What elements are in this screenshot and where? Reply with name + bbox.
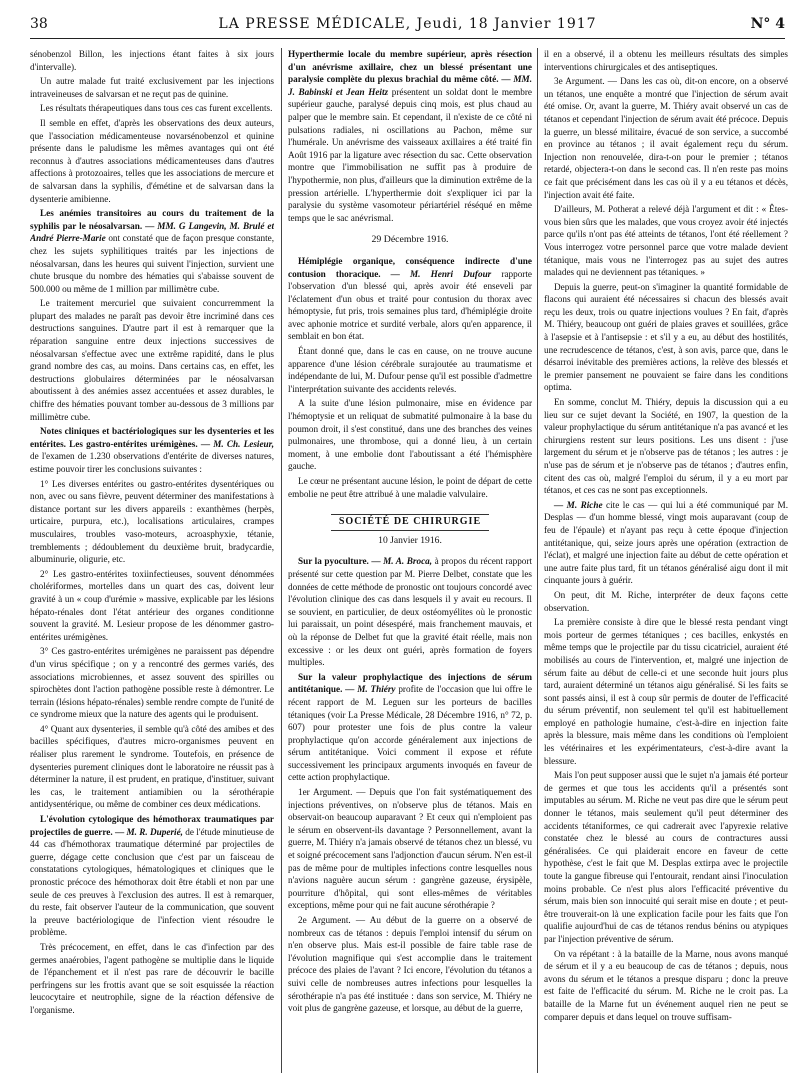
paragraph: Il semble en effet, d'après les observations des deux auteurs, que l'association médicamenteuse novarsénobenzol et quinine présente dans le paludisme les mêmes avantages qui ont été reconnus à d'autres associations médicamenteuses dans d'autres affections à protozoaires, telles que les associations de mercure et de salvarsan dans la syphilis, d'émétine et de salvarsan dans la dysenterie amibienne. — [30, 117, 274, 204]
section-text: profite de l'occasion que lui offre le récent rapport de M. Leguen sur les porteurs de bacilles tétaniques (voir La Presse Médicale, 28 Décembre 1916, n° 72, p. 607) pour protester une fois de plus contre la valeur prophylactique qu'on accorde généralement aux injections de sérum antitétanique. Voici comment il expose et réfute successivement les principaux arguments invoqués en faveur de cette action prophylactique. — [288, 684, 532, 783]
paragraph: il en a observé, il a obtenu les meilleurs résultats des simples interventions chirurgicales et des antiseptiques. — [544, 49, 788, 72]
session-date: 29 Décembre 1916. — [371, 234, 449, 246]
paragraph: En somme, conclut M. Thiéry, depuis la discussion qui a eu lieu sur ce sujet devant la Société, en 1907, la question de la valeur prophylactique du sérum antitétanique n'a pas avancé et les chirurgiens restent sur leurs positions. Les uns disent : j'use largement du sérum et je n'observe pas de tétanos ; les autres : je n'use pas de sérum et je n'observe pas de tétanos ; d'autres enfin, citent des cas où, malgré l'emploi du sérum, il y a eu mort par tétanos, et ces cas ne sont pas exceptionnels. — [544, 397, 788, 496]
section-heading: Sur la valeur prophylactique des injections de sérum antitétanique. — — [288, 671, 532, 695]
section-dysenteries — [30, 425, 274, 475]
paragraph: sénobenzol Billon, les injections étant faites à six jours d'intervalle). — [30, 49, 274, 72]
section-text: à propos du récent rapport présenté sur cette question par M. Pierre Delbet, constate que les données de cette méthode de pronostic ont toujours concordé avec l'évolution clinique des cas dans lesquels il y avait eu recours. Il se souvient, en particulier, de deux ostéomyélites où le pronostic lui paraissait, un point désespéré, mais franchement mauvais, et où la réponse de Delbet fut que la gravité était réelle, mais non excessive : or les deux ont guéri, après formation de foyers multiples. — [288, 556, 532, 668]
society-date: 10 Janvier 1916. — [378, 534, 442, 546]
conclusion-item: 2° Les gastro-entérites toxiinfectieuses, souvent dénommées cholériformes, mortelles dans un quart des cas, doivent leur gravité à un « coup d'urémie » massive, explicable par les lésions hépato-rénales dont l'état antérieur des organes conditionne souvent la gravité. M. Lesieur propose de les dénommer gastro-entérites urémigènes. — [30, 568, 274, 642]
article-columns — [30, 48, 790, 1073]
issue-number: N° 4 — [750, 16, 785, 32]
section-authors: M. A. Broca, — [383, 556, 433, 567]
conclusion-item: 3° Ces gastro-entérites urémigènes ne paraissent pas dépendre d'un virus spécifique ; on y a rencontré des germes variés, des associations microbiennes, et assez souvent des spirilles ou spirochètes dont l'action pathogène possible reste à démontrer. Le terrain (lésions hépato-rénales) semble rendre compte de l'unité de ce syndrome mieux que la nature des agents qui le produisent. — [30, 646, 274, 720]
society-heading: SOCIÉTÉ DE CHIRURGIE — [331, 514, 489, 531]
argument-paragraph: 3e Argument. — Dans les cas où, dit-on encore, on a observé un tétanos, une enquête a montré que l'injection de sérum avait été omise. Or, avant la guerre, M. Thiéry avait observé un cas de tétanos et cependant l'injection de sérum avait été précoce. Depuis la guerre, un blessé militaire, évacué de son service, a succombé en province au tétanos ; il avait également reçu du sérum. Injection non renouvelée, dira-t-on pour le premier ; tétanos retardé, objectera-t-on dans le second cas. Il n'en reste pas moins ce fait que précisément dans les cas où il y a eu tétanos et décès, l'injection avait été faite. — [544, 76, 788, 200]
section-heading: Hémiplégie organique, conséquence indirecte d'une contusion thoracique. — — [288, 255, 532, 279]
paragraph: A la suite d'une lésion pulmonaire, mise en évidence par l'hémoptysie et un reliquat de submatité pulmonaire à la base du poumon droit, il s'est constitué, dans une des branches des veines pulmonaires, une thrombose, qui a donné lieu, à un certain moment, à une embolie dont l'aboutissant a été l'hémisphère gauche. — [288, 398, 532, 472]
conclusion-item: 4° Quant aux dysenteries, il semble qu'à côté des amibes et des bacilles spécifiques, d'autres micro-organismes peuvent en réaliser plus rarement le syndrome. Toutefois, en présence de dysenteries purement cliniques dont le laboratoire ne réussit pas à déterminer la nature, il est prudent, en pratique, d'instituer, suivant les cas, le traitement antiamibien ou la sérothérapie antidysentérique, ou même de combiner ces deux médications. — [30, 723, 274, 810]
section-text: de l'examen de 1.230 observations d'entérite de diverses natures, estime pouvoir tirer les conclusions suivantes : — [30, 451, 274, 474]
paragraph: On va répétant : à la bataille de la Marne, nous avons manqué de sérum et il y a eu beaucoup de cas de tétanos ; depuis, nous avons du sérum et le tétanos a presque disparu ; donc la preuve est faite de l'efficacité du sérum. M. Riche ne le croit pas. La bataille de la Marne fut un événement auquel rien ne peut se comparer depuis et dans lequel on trouve suffisam- — [544, 948, 788, 1022]
argument-paragraph: 1er Argument. — Depuis que l'on fait systématiquement des injections préventives, on n'observe plus de tétanos. Mais en observait-on beaucoup auparavant ? Et ceux qui n'emploient pas le sérum en observent-ils davantage ? Personnellement, avant la guerre, M. Thiéry n'a jamais observé de tétanos chez un blessé, vu et soigné précocement sans l'adjonction d'aucun sérum. N'en est-il pas de même pour de multiples infections contre lesquelles nous n'avions naguère aucun sérum : gangrène gazeuse, érysipèle, pourriture d'hôpital, qui sont elles-mêmes de véritables exceptions, même pour qui ne fait aucune sérothérapie ? — [288, 787, 532, 911]
section-text: ont constaté que de façon presque constante, chez les sujets syphilitiques traités par les injections de néosalvarsan, dans les heures qui suivent l'injection, survient une chute brusque du nombre des hématies qui s'abaisse souvent de 500.000 ou même de 1 million par millimètre cube. — [30, 233, 274, 294]
paragraph: Un autre malade fut traité exclusivement par les injections intraveineuses de salvarsan et ne reçut pas de quinine. — [30, 76, 274, 99]
column-2 — [288, 48, 532, 1073]
section-heading: L'évolution cytologique des hémothorax traumatiques par projectiles de guerre. — — [30, 814, 274, 837]
society-heading-wrap — [288, 514, 532, 531]
section-text: rapporte l'observation d'un blessé qui, après avoir été enseveli par l'éclatement d'un obus et traité pour contusion du thorax avec hémoptysie, fut pris, trois semaines plus tard, d'hémiplégie droite avec aphonie motrice et surdité verbale, alors qu'en apparence, il semblait en bon état. — [288, 268, 532, 342]
journal-title: LA PRESSE MÉDICALE, Jeudi, 18 Janvier 1917 — [218, 16, 597, 32]
section-heading: Hyperthermie locale du membre supérieur, après résection d'un anévrisme axillaire, chez un blessé présentant une paralysie complète du plexus brachial du même côté. — — [288, 49, 532, 85]
section-hemothorax — [30, 813, 274, 939]
paragraph: Le traitement mercuriel que suivaient concurremment la plupart des malades ne paraît pas devoir être incriminé dans ces destructions sanguines. D'autre part il est à remarquer que la réparation sanguine entre deux injections successives de néosalvarsan s'effectue avec une extrême rapidité, dans le plus grand nombre des cas, au moins. Dans certains cas, en effet, les destructions globulaires déterminées par le néosalvarsan aboutissent à des anémies assez accentuées et assez durables, le chiffre des hématies pouvant tomber au-dessous de 3 millions par millimètre cube. — [30, 298, 274, 422]
section-authors: M. R. Duperié, — [126, 826, 183, 837]
column-rule — [537, 48, 538, 1073]
section-hyperthermie — [288, 48, 532, 224]
section-serum — [288, 671, 532, 784]
paragraph: Les résultats thérapeutiques dans tous ces cas furent excellents. — [40, 103, 273, 114]
paragraph: D'ailleurs, M. Potherat a relevé déjà l'argument et dit : « Êtes-vous bien sûrs que les malades, que vous croyez avoir été injectés parce qu'ils n'ont pas été atteints de tétanos, l'ont été réellement ? Vous interrogez votre personnel parce que votre malade devient tétanique, mais vous ne l'interrogez pas au sujet des autres malades qui ne deviennent pas tétaniques. » — [544, 204, 788, 278]
column-1 — [30, 48, 274, 1073]
paragraph: Mais l'on peut supposer aussi que le sujet n'a jamais été porteur de germes et que tous les accidents qu'il a présentés sont imputables au sérum. M. Riche ne veut pas dire que le sérum peut donner le tétanos, mais seulement qu'il peut déterminer des accidents tétaniformes, ce qui cadrerait avec l'apyrexie relative constatée chez le blessé au cours de contractures aussi généralisées. Ce qui plaiderait encore en faveur de cette hypothèse, c'est le fait que M. Desplas extirpa avec le projectile toute la gangue fibreuse qui l'entourait, rendant ainsi l'inoculation moins probable. Ce n'est plus alors l'efficacité préventive du sérum, mais bien son innocuité qui serait mise en doute ; et peut-être trouverait-on là une explication facile pour les faits que l'on qualifie aujourd'hui de cas de tétanos rendus bénins ou atypiques par l'injection préventive de sérum. — [544, 770, 788, 944]
section-pyoculture — [288, 555, 532, 668]
section-authors: MM. G Langevin, M. Brulé et André Pierre-Marie — [30, 220, 274, 244]
section-anemies — [30, 207, 274, 295]
paragraph: Depuis la guerre, peut-on s'imaginer la quantité formidable de flacons qui auraient été nécessaires si chacun des blessés avait reçu les deux, trois ou quatre injections voulues ? En fait, d'après M. Thiéry, beaucoup ont guéri de plaies graves et souillées, grâce à l'asepsie et à l'antisepsie : et s'il y a eu, au début des hostilités, une recrudescence de tétanos, c'est, à son avis, parce que, dans le désarroi inévitable des premières actions, la relève des blessés et le premier pansement ne pouvaient se faire dans les conditions optima. — [544, 281, 788, 393]
section-authors: — M. Riche — [554, 499, 603, 510]
page-number: 38 — [30, 16, 48, 32]
section-heading: Sur la pyoculture. — — [298, 556, 381, 567]
column-3 — [544, 48, 788, 1073]
paragraph: La première consiste à dire que le blessé resta pendant vingt mois porteur de germes tétaniques ; ces bacilles, enkystés en même temps que le projectile par du tissu cicatriciel, auraient été mobilisés au cours de l'intervention, et, malgré une injection de sérum faite au début de celle-ci et une seconde huit jours plus tard, auraient déterminé un tétanos aigu généralisé. Si les faits se sont passés ainsi, il est à coup sûr permis de douter de l'efficacité du sérum préventif, non seulement tel qu'il est habituellement employé en pathologie humaine, c'est-à-dire en injection faite après la blessure, mais même dans les conditions où l'emploient les vétérinaires et les expérimentateurs, c'est-à-dire avant la blessure. — [544, 617, 788, 766]
paragraph: Étant donné que, dans le cas en cause, on ne trouve aucune apparence d'une lésion cérébrale surajoutée au traumatisme et indépendante de lui, M. Dufour pense qu'il est possible d'admettre l'interprétation suivante des accidents relevés. — [288, 346, 532, 394]
section-text: cite le cas — qui lui a été communiqué par M. Desplas — d'un homme blessé, vingt mois auparavant (coup de feu de l'épaule) et n'ayant pas reçu à cette époque d'injection antitétanique, qui, seize jours après une opération (extraction de l'éclat), et malgré une injection faite au début de cette opération et une autre faite plus tard, fit un tétanos généralisé aigu dont il mit cinquante jours à guérir. — [544, 499, 788, 586]
section-authors: M. Henri Dufour — [410, 268, 492, 279]
section-text: présentent un soldat dont le membre supérieur gauche, paralysé depuis cinq mois, est plus chaud au palper que le membre sain. Et cependant, il n'existe de ce côté ni pulsations radiales, ni oscillations au Pachon, même sur l'humérale. Un anévrisme des vaisseaux axillaires a été traité fin Août 1916 par la ligature avec résection du sac. Cette observation montre que l'immobilisation ne suffit pas à produire de l'hypothermie, non plus, d'ailleurs que la diminution extrême de la pression artérielle. L'hyperthermie doit s'expliquer ici par la paralysie du système vasomoteur périartériel réséqué en même temps que le sac anévrismal. — [288, 86, 532, 223]
section-riche — [544, 499, 788, 587]
column-rule — [281, 48, 282, 1073]
argument-paragraph: 2e Argument. — Au début de la guerre on a observé de nombreux cas de tétanos : depuis l'emploi intensif du sérum on n'en observe plus. Mais est-il possible de faire table rase de l'évolution magnifique qui s'est accomplie dans le traitement précoce des plaies de l'avant ? Ici encore, l'évolution du tétanos a suivi celle de nombreuses autres infections pour lesquelles la sérothérapie n'a pas été instituée : dans son service, M. Thiéry ne voit plus de gangrène gazeuse, et lorsque, au début de la guerre, — [288, 915, 532, 1014]
section-hemiplegie — [288, 255, 532, 343]
section-authors: MM. J. Babinski et Jean Heitz — [288, 74, 532, 97]
page-header — [30, 12, 785, 39]
conclusion-item: 1° Les diverses entérites ou gastro-entérites dysentériques ou non, avec ou sans fièvre, peuvent déterminer des manifestations à distance portant sur les divers appareils : exanthèmes (herpès, urticaire, purpura, etc.), localisations articulaires, crampes musculaires, troubles vaso-moteurs, acroasphyxie, tétanie, tremblements ; dédoublement du deuxième bruit, bradycardie, albuminurie, oligurie, etc. — [30, 478, 274, 565]
paragraph: Très précocement, en effet, dans le cas d'infection par des germes anaérobies, l'agent pathogène se multiplie dans le liquide de l'épanchement et il n'est pas rare de découvrir le bacille perfringens sur les frottis avant que se soit esquissée la réaction leucocytaire et neutrophile, signe de la réaction défensive de l'organisme. — [30, 941, 274, 1015]
section-authors: M. Thiéry — [357, 684, 396, 695]
paragraph: On peut, dit M. Riche, interpréter de deux façons cette observation. — [544, 589, 788, 613]
section-authors: M. Ch. Lesieur, — [213, 438, 274, 449]
section-heading: Les anémies transitoires au cours du traitement de la syphilis par le néosalvarsan. — — [30, 208, 274, 231]
paragraph: Le cœur ne présentant aucune lésion, le point de départ de cette embolie ne peut être attribué à une maladie valvulaire. — [288, 476, 532, 499]
section-text: de l'étude minutieuse de 44 cas d'hémothorax traumatique déterminé par projectiles de guerre, dégage cette conclusion que c'est par un faisceau de constatations cytologiques, hématologiques et cliniques que le pronostic précoce des hémothorax doit être établi et non par une seule de ces preuves à l'exclusion des autres. Il est à remarquer, du reste, fait observer l'auteur de la communication, que souvent la preuve bactériologique de l'infection vient résoudre le problème. — [30, 826, 274, 938]
section-heading: Notes cliniques et bactériologiques sur les dysenteries et les entérites. Les gastro-entérites urémigènes. — — [30, 426, 274, 449]
